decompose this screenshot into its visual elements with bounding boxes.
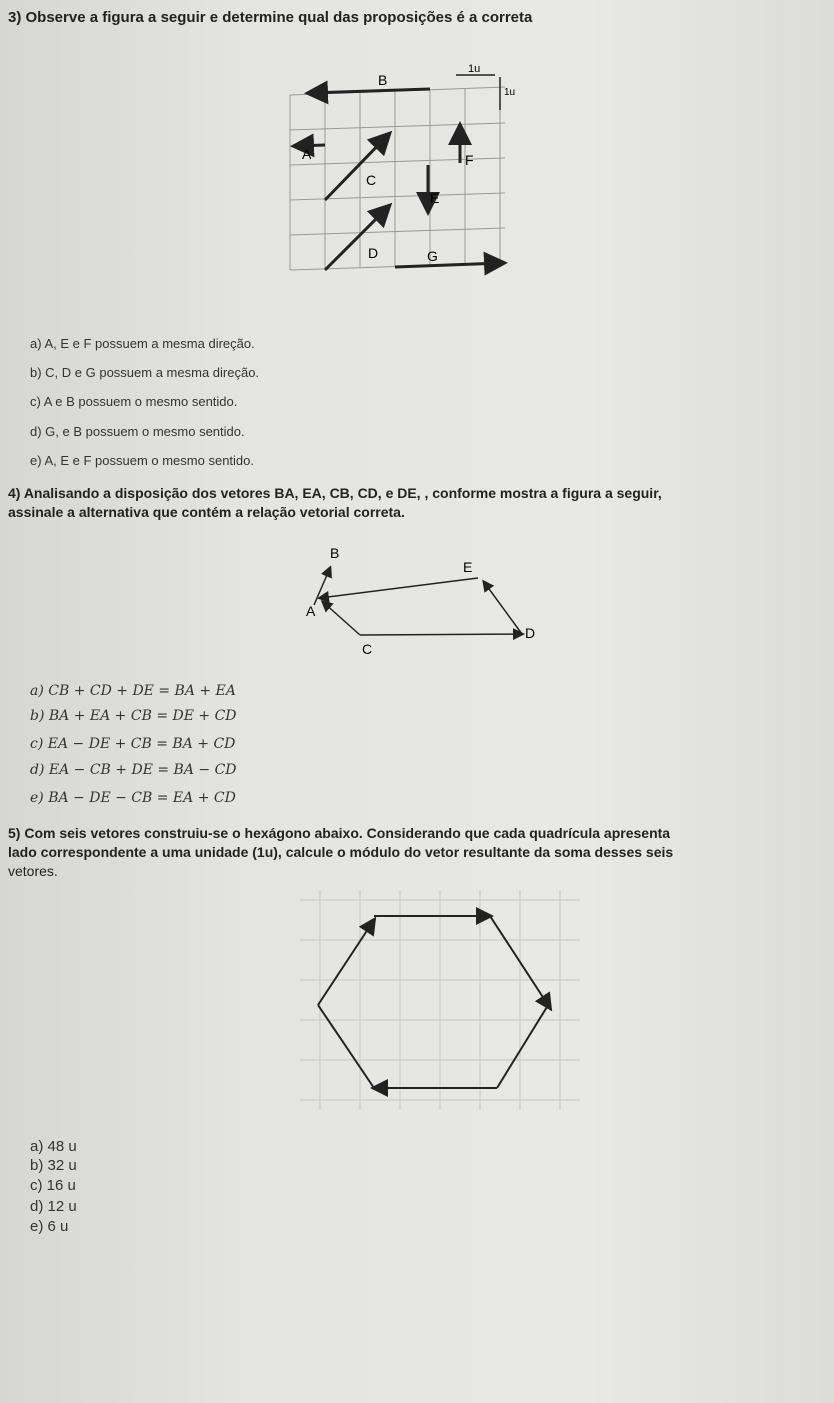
q4-line2: assinale a alternativa que contém a relação vetorial correta.	[8, 504, 405, 520]
vector-e-label: E	[430, 190, 440, 206]
q5-hexagon-figure	[290, 880, 590, 1120]
q5-option-b[interactable]: b) 32 u	[30, 1157, 77, 1174]
hex-vector-1	[318, 920, 374, 1005]
vector-d	[325, 207, 388, 270]
vector-ab	[314, 568, 330, 605]
q3-vector-grid	[270, 55, 530, 295]
q5-line1: 5) Com seis vetores construiu-se o hexágono abaixo. Considerando que cada quadrícula apresenta	[8, 825, 671, 841]
q5-option-e[interactable]: e) 6 u	[30, 1218, 69, 1235]
vector-de	[484, 582, 522, 634]
vector-ca	[323, 602, 360, 635]
point-c-label: C	[362, 641, 373, 657]
q5-line3: vetores.	[8, 863, 58, 879]
q4-statement	[8, 484, 830, 522]
q5-option-d[interactable]: d) 12 u	[30, 1198, 77, 1215]
q5-option-a[interactable]: a) 48 u	[30, 1138, 77, 1155]
vector-c-label: C	[366, 172, 377, 188]
q5-statement	[8, 824, 834, 881]
point-a-label: A	[306, 603, 316, 619]
q3-option-b[interactable]: b) C, D e G possuem a mesma direção.	[30, 365, 260, 380]
q3-statement: 3) Observe a figura a seguir e determine qual das proposições é a correta	[8, 9, 533, 26]
q4-option-c[interactable]: c) EA − DE + CB = BA + CD	[30, 736, 236, 752]
q4-line1: 4) Analisando a disposição dos vetores BA, EA, CB, CD, e DE, , conforme mostra a figura a seguir,	[8, 485, 662, 501]
point-d-label: D	[525, 625, 536, 641]
q4-option-a[interactable]: a) CB + CD + DE = BA + EA	[30, 683, 236, 699]
vector-b-label: B	[378, 72, 388, 88]
vector-f-label: F	[465, 152, 474, 168]
vector-a-label: A	[302, 146, 312, 162]
unit-v-label: 1u	[504, 87, 516, 98]
hex-vector-6	[318, 1005, 374, 1088]
q3-option-d[interactable]: d) G, e B possuem o mesmo sentido.	[30, 424, 245, 439]
point-e-label: E	[463, 559, 473, 575]
vector-b	[310, 89, 430, 93]
q4-parallelogram-figure	[290, 540, 560, 665]
vector-d-label: D	[368, 245, 379, 261]
q3-option-c[interactable]: c) A e B possuem o mesmo sentido.	[30, 394, 238, 409]
q3-option-e[interactable]: e) A, E e F possuem o mesmo sentido.	[30, 453, 254, 468]
q4-option-b[interactable]: b) BA + EA + CB = DE + CD	[30, 708, 237, 724]
point-b-label: B	[330, 545, 340, 561]
vector-cd	[360, 634, 522, 635]
vector-g	[395, 263, 502, 267]
q3-option-a[interactable]: a) A, E e F possuem a mesma direção.	[30, 336, 255, 351]
q5-line2: lado correspondente a uma unidade (1u), calcule o módulo do vetor resultante da soma desses seis	[8, 844, 674, 860]
q4-option-d[interactable]: d) EA − CB + DE = BA − CD	[30, 762, 237, 778]
q5-grid-lines	[300, 890, 580, 1110]
unit-h-label: 1u	[468, 63, 481, 75]
q4-option-e[interactable]: e) BA − DE − CB = EA + CD	[30, 790, 236, 806]
vector-g-label: G	[427, 248, 438, 264]
vector-ea	[320, 578, 478, 598]
q3-grid-lines	[290, 87, 505, 270]
q5-option-c[interactable]: c) 16 u	[30, 1177, 76, 1194]
vector-c	[325, 135, 388, 200]
hex-vector-4	[497, 1002, 550, 1088]
